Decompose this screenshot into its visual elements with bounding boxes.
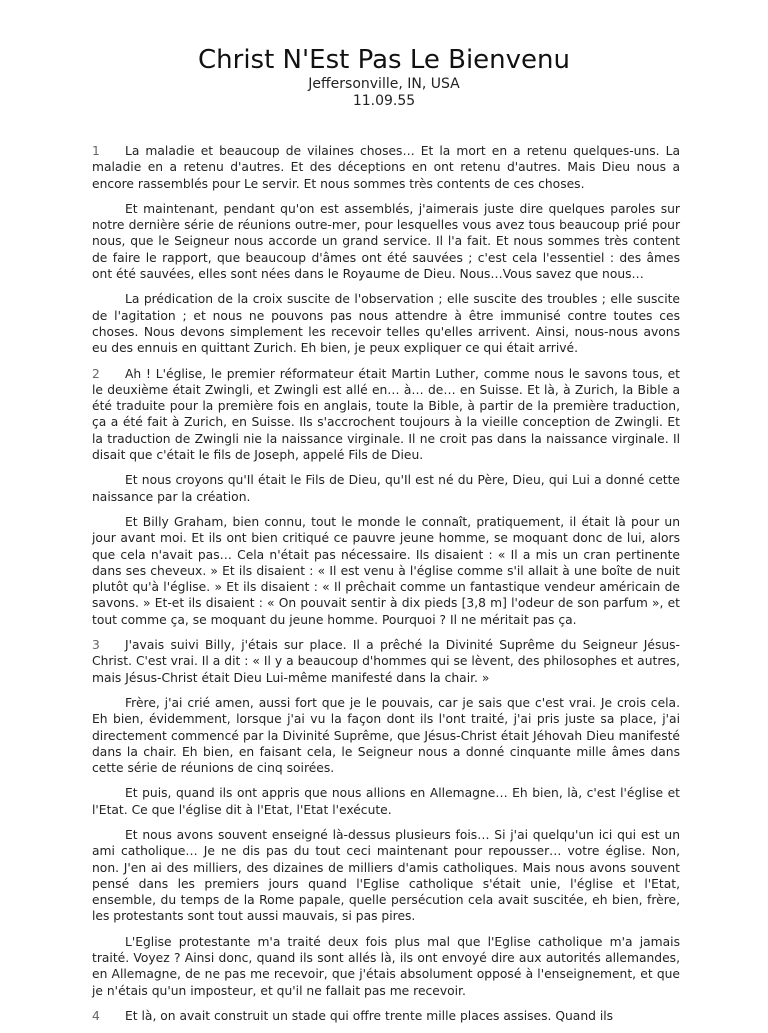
paragraph-text: La prédication de la croix suscite de l'observation ; elle suscite des troubles ; elle suscite de l'agitation ; et nous ne pouvons pas nous attendre à être immunisé contre toutes ces choses. Nous devons simplement les recevoir telles qu'elles arrivent. Ainsi, nous-nous avons eu des ennuis en quittant Zurich. Eh bien, je peux expliquer ce qui était arrivé. — [92, 292, 680, 356]
paragraph-text: Et maintenant, pendant qu'on est assemblés, j'aimerais juste dire quelques paroles sur notre dernière série de réunions outre-mer, pour lesquelles vous avez tous beaucoup prié pour nous, que le Seigneur nous accorde un grand service. Il l'a fait. Et nous sommes très content de faire le rapport, que beaucoup d'âmes ont été sauvées ; c'est cela l'essentiel : des âmes ont été sauvées, elles sont nées dans le Royaume de Dieu. Nous…Vous savez que nous… — [92, 201, 680, 282]
paragraph — [92, 143, 680, 192]
paragraph — [92, 366, 680, 464]
paragraph — [92, 201, 680, 282]
paragraph — [92, 472, 680, 505]
document-title: Christ N'Est Pas Le Bienvenu — [198, 45, 570, 75]
paragraph-text: Et puis, quand ils ont appris que nous allions en Allemagne… Eh bien, là, c'est l'église et l'Etat. Ce que l'église dit à l'Etat, l'Etat l'exécute. — [92, 786, 680, 817]
paragraph — [92, 785, 680, 818]
paragraph-text: Et là, on avait construit un stade qui offre trente mille places assises. Quand ils — [125, 1008, 614, 1023]
paragraph — [92, 934, 680, 999]
paragraph-text: Et Billy Graham, bien connu, tout le monde le connaît, pratiquement, il était là pour un jour avant moi. Et ils ont bien critiqué ce pauvre jeune homme, se moquant donc de lui, alors que cela n'avait pas… Cela n'était pas nécessaire. Ils disaient : « Il a mis un cran pertinente dans ses cheveux. » Et ils disaient : « Il est venu à l'église comme s'il allait à une boîte de nuit plutôt qu'à l'église. » Et ils disaient : « Il prêchait comme un fantastique vendeur américain de savons. » Et-et ils disaient : « On pouvait sentir à dix pieds [3,8 m] l'odeur de son parfum », et tout comme ça, se moquant du jeune homme. Pourquoi ? Il ne méritait pas ça. — [92, 514, 680, 627]
document-body — [92, 143, 680, 1033]
paragraph — [92, 514, 680, 628]
paragraph-text: Frère, j'ai crié amen, aussi fort que je le pouvais, car je sais que c'est vrai. Je crois cela. Eh bien, évidemment, lorsque j'ai vu la façon dont ils l'ont traité, j'ai pris juste sa place, j'ai directement commencé par la Divinité Suprême, que Jésus-Christ était Jéhovah Dieu manifesté dans la chair. Eh bien, en faisant cela, le Seigneur nous a donné cinquante mille âmes dans cette série de réunions de cinq soirées. — [92, 695, 680, 776]
paragraph-number: 4 — [92, 1008, 100, 1023]
paragraph-text: Et nous croyons qu'Il était le Fils de Dieu, qu'Il est né du Père, Dieu, qui Lui a donné cette naissance par la création. — [92, 473, 680, 504]
document-header — [0, 0, 768, 110]
paragraph-text: L'Eglise protestante m'a traité deux fois plus mal que l'Eglise catholique m'a jamais traité. Voyez ? Ainsi donc, quand ils sont allés là, ils ont envoyé dire aux autorités allemandes, en Allemagne, de ne pas me recevoir, que j'étais absolument opposé à l'enseignement, et que je n'étais qu'un imposteur, et qu'il ne fallait pas me recevoir. — [92, 934, 680, 998]
paragraph — [92, 827, 680, 925]
paragraph-number: 2 — [92, 366, 100, 381]
paragraph-text: J'avais suivi Billy, j'étais sur place. Il a prêché la Divinité Suprême du Seigneur Jésus-Christ. C'est vrai. Il a dit : « Il y a beaucoup d'hommes qui se lèvent, des philosophes et autres, mais Jésus-Christ était Dieu Lui-même manifesté dans la chair. » — [92, 638, 680, 685]
paragraph — [92, 637, 680, 686]
document-date: 11.09.55 — [352, 93, 416, 109]
paragraph-text: Et nous avons souvent enseigné là-dessus plusieurs fois… Si j'ai quelqu'un ici qui est un ami catholique… Je ne dis pas du tout ceci maintenant pour repousser… votre église. Non, non. J'en ai des milliers, des dizaines de milliers d'amis catholiques. Mais nous avons souvent pensé dans les premiers jours quand l'Eglise catholique s'était unie, l'église et l'Etat, ensemble, du temps de la Rome papale, quelle persécution cela avait suscitée, eh bien, frère, les protestants sont tout aussi mauvais, si pas pires. — [92, 827, 680, 924]
document-location: Jeffersonville, IN, USA — [308, 76, 460, 92]
paragraph-number: 1 — [92, 144, 100, 158]
paragraph — [92, 695, 680, 776]
paragraph-number: 3 — [92, 638, 100, 653]
paragraph-text: La maladie et beaucoup de vilaines choses… Et la mort en a retenu quelques-uns. La maladie en a retenu d'autres. Et des déceptions en ont retenu d'autres. Mais Dieu nous a encore rassemblés pour Le servir. Et nous sommes très contents de ces choses. — [92, 144, 680, 191]
paragraph — [92, 291, 680, 356]
paragraph-text: Ah ! L'église, le premier réformateur était Martin Luther, comme nous le savons tous, et le deuxième était Zwingli, et Zwingli est allé en… à… de… en Suisse. Et là, à Zurich, la Bible a été traduite pour la première fois en anglais, toute la Bible, à partir de la première traduction, ça a été fait à Zurich, en Suisse. Ils s'accrochent toujours à la vieille conception de Zwingli. Et la traduction de Zwingli nie la naissance virginale. Il ne croit pas dans la naissance virginale. Il disait que c'était le fils de Joseph, appelé Fils de Dieu. — [92, 366, 680, 463]
paragraph — [92, 1008, 680, 1024]
